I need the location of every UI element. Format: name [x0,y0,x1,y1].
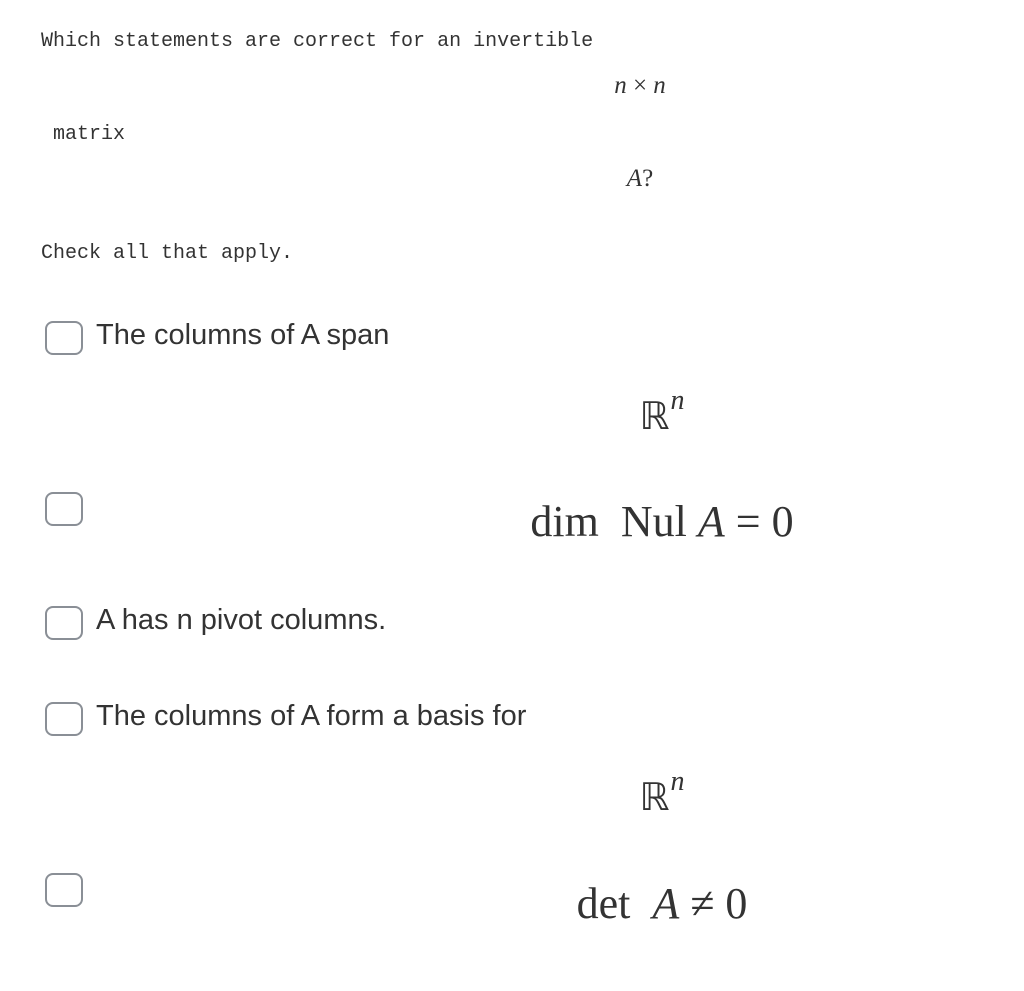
instruction-text: Check all that apply. [41,242,294,265]
matrix-variable: A [697,497,725,546]
option-3-checkbox[interactable] [45,606,83,640]
question-text: Which statements are correct for an invertible [41,30,594,53]
not-equal-symbol: ≠ [690,879,715,928]
dimension-n-rows: n [614,72,627,99]
option-5-math [0,878,1024,929]
option-3-label: A has n pivot columns. [96,604,387,636]
dim-function: dim [530,497,599,546]
matrix-name [0,165,1024,193]
dimension-n-cols: n [653,72,666,99]
equals-symbol: = [735,497,761,546]
zero-value: 0 [725,879,748,928]
det-function: det [576,879,631,928]
question-mark: ? [642,165,654,192]
option-1-label: The columns of A span [96,319,390,351]
times-symbol: × [632,72,648,99]
real-numbers-symbol: ℝ [639,775,669,819]
matrix-dimensions [0,72,1024,100]
real-numbers-symbol: ℝ [639,394,669,438]
zero-value: 0 [771,497,794,546]
exponent-n: n [670,385,685,416]
nul-function: Nul [620,497,687,546]
exponent-n: n [670,766,685,797]
option-1-math [0,385,1024,440]
option-4-checkbox[interactable] [45,702,83,736]
matrix-symbol: A [626,165,643,192]
matrix-word: matrix [53,123,126,146]
option-2-math [0,496,1024,547]
option-1-checkbox[interactable] [45,321,83,355]
option-4-math [0,766,1024,821]
option-4-label: The columns of A form a basis for [96,700,527,732]
matrix-variable: A [652,879,680,928]
